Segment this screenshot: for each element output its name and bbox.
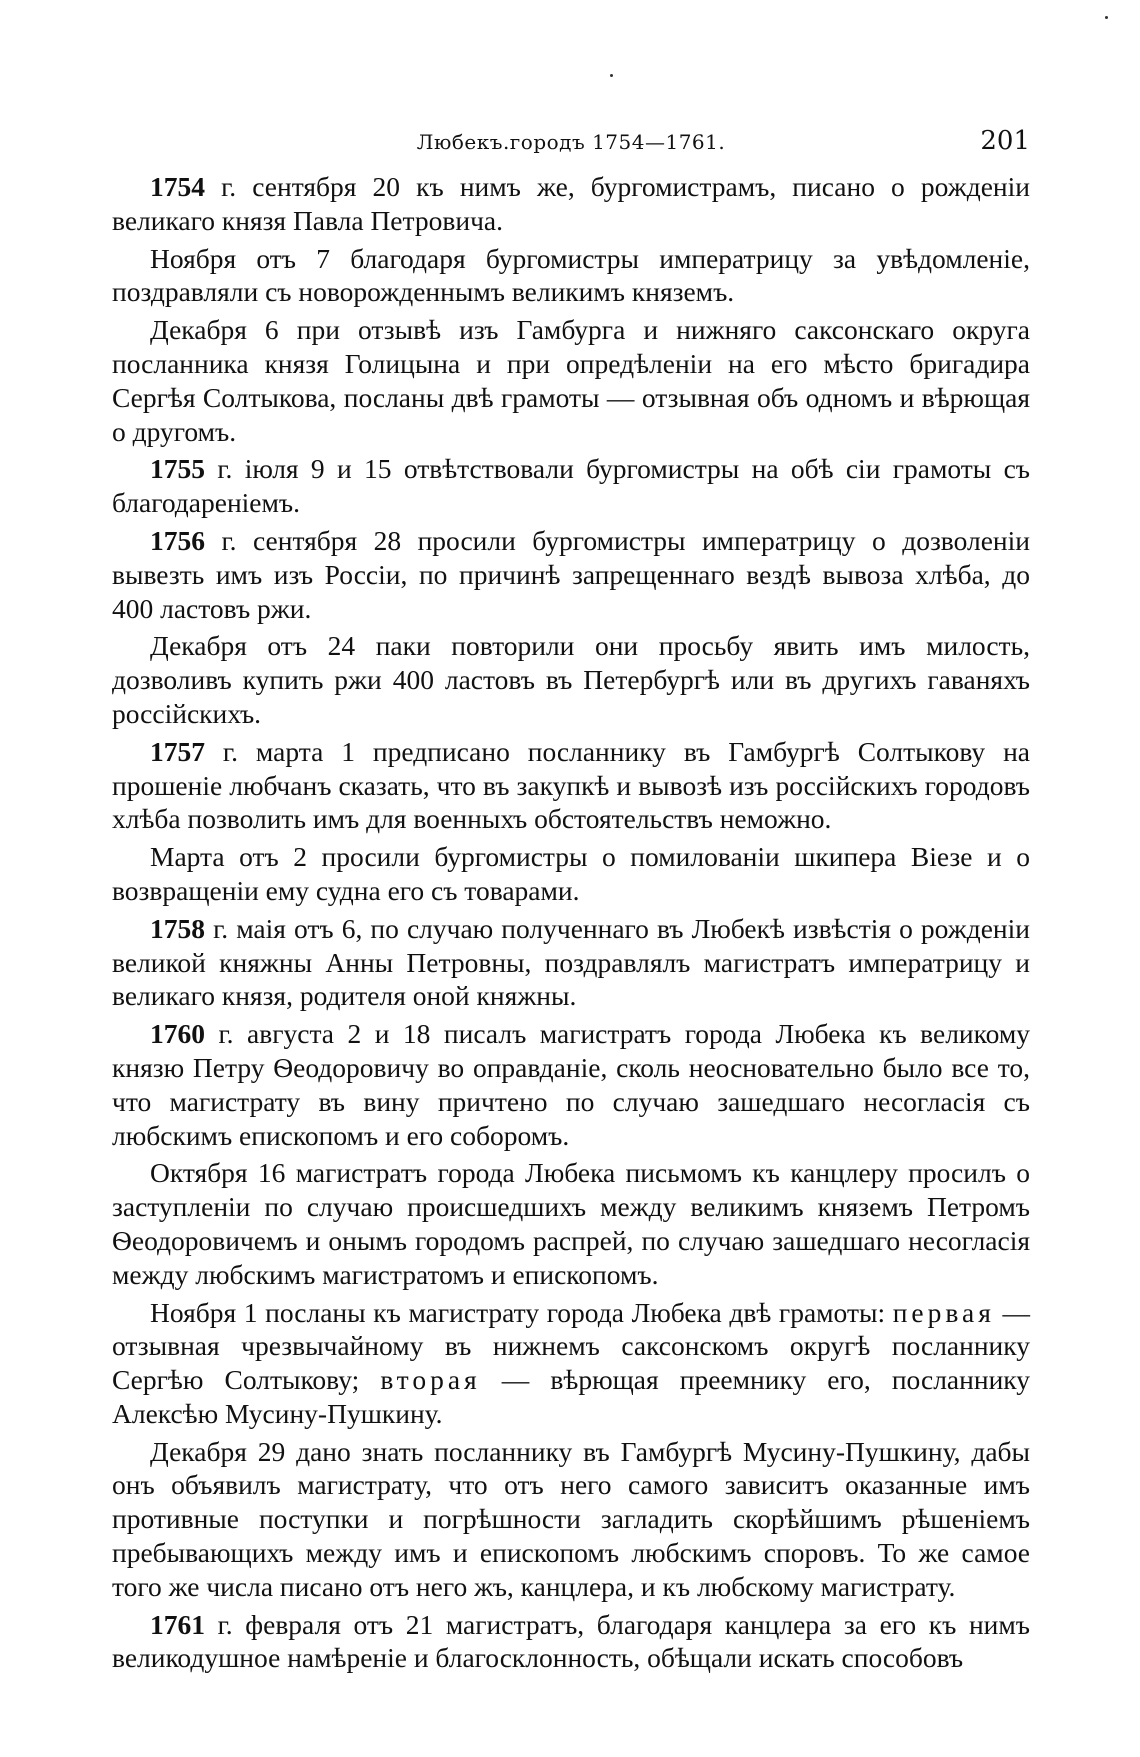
paragraph-text: г. іюля 9 и 15 отвѣтствовали бургомистры на обѣ сіи грамоты съ благодареніемъ. bbox=[112, 453, 1030, 519]
paragraph bbox=[112, 242, 1030, 310]
paragraph bbox=[112, 1608, 1030, 1676]
paragraph bbox=[112, 524, 1030, 625]
paragraph-text: г. сентября 20 къ нимъ же, бургомистрамъ, писано о рожденіи великаго князя Павла Петровича. bbox=[112, 171, 1030, 236]
year-label: 1757 bbox=[150, 735, 205, 767]
year-label: 1756 bbox=[150, 524, 205, 556]
spaced-word: вторая bbox=[380, 1364, 481, 1396]
paragraph-text: Декабря 29 дано знать посланнику въ Гамбургѣ Мусину-Пушкину, дабы онъ объявилъ магистрату, что отъ него самого зависитъ оказанные имъ противные поступки и погрѣшности загладить скорѣйшимъ рѣшеніемъ пребывающихъ между имъ и епископомъ любскимъ споровъ. То же самое того же числа писано отъ него жъ, канцлера, и къ любскому магистрату. bbox=[112, 1435, 1030, 1602]
print-speck bbox=[610, 74, 613, 77]
paragraph-text: Ноября 1 посланы къ магистрату города Любека двѣ грамоты: bbox=[150, 1296, 893, 1328]
paragraph-text: — отзывная чрезвычайному въ нижнемъ саксонскомъ округѣ посланнику Сергѣю Солтыкову; bbox=[112, 1296, 1031, 1396]
paragraph bbox=[112, 1435, 1030, 1604]
page-header bbox=[112, 126, 1030, 164]
paragraph bbox=[112, 629, 1030, 730]
paragraph bbox=[112, 840, 1030, 908]
paragraph bbox=[112, 1296, 1030, 1431]
paragraph-text: Декабря отъ 24 паки повторили они просьбу явить имъ милость, дозволивъ купить ржи 400 ластовъ въ Петербургѣ или въ другихъ гаваняхъ россійскихъ. bbox=[112, 630, 1030, 729]
paragraph-text: Декабря 6 при отзывѣ изъ Гамбурга и нижняго саксонскаго округа посланника князя Голицына и при опредѣленіи на его мѣсто бригадира Сергѣя Солтыкова, посланы двѣ грамоты — отзывная объ одномъ и вѣрющая о другомъ. bbox=[112, 314, 1030, 447]
body-text bbox=[112, 170, 1030, 1679]
paragraph-text: г. маія отъ 6, по случаю полученнаго въ Любекѣ извѣстія о рожденіи великой княжны Анны Петровны, поздравлялъ магистратъ императрицу и великаго князя, родителя оной княжны. bbox=[112, 912, 1030, 1012]
paragraph-text: г. сентября 28 просили бургомистры императрицу о дозволеніи вывезть имъ изъ Россіи, по причинѣ запрещеннаго вездѣ вывоза хлѣба, до 400 ластовъ ржи. bbox=[112, 524, 1030, 624]
paragraph-text: г. марта 1 предписано посланнику въ Гамбургѣ Солтыкову на прошеніе любчанъ сказать, что въ закупкѣ и вывозѣ изъ россійскихъ городовъ хлѣба позволить имъ для военныхъ обстоятельствъ неможно. bbox=[112, 735, 1030, 835]
paragraph bbox=[112, 912, 1030, 1013]
paragraph bbox=[112, 735, 1030, 836]
paragraph bbox=[112, 170, 1030, 238]
paragraph-text: Марта отъ 2 просили бургомистры о помилованіи шкипера Віезе и о возвращеніи ему судна его съ товарами. bbox=[112, 841, 1030, 906]
paragraph bbox=[112, 1017, 1030, 1152]
paragraph-text: Ноября отъ 7 благодаря бургомистры императрицу за увѣдомленіе, поздравляли съ новорожденнымъ великимъ княземъ. bbox=[112, 242, 1030, 308]
year-label: 1755 bbox=[150, 453, 205, 485]
paragraph-text: г. февраля отъ 21 магистратъ, благодаря канцлера за его къ нимъ великодушное намѣреніе и благосклонность, обѣщали искать способовъ bbox=[112, 1608, 1030, 1674]
spaced-word: первая bbox=[892, 1296, 995, 1328]
running-title: Любекъ.городъ 1754—1761. bbox=[416, 130, 726, 154]
year-label: 1758 bbox=[150, 912, 205, 944]
paragraph-text: Октября 16 магистратъ города Любека письмомъ къ канцлеру просилъ о заступленіи по случаю происшедшихъ между великимъ княземъ Петромъ Ѳеодоровичемъ и онымъ городомъ распрей, по случаю зашедшаго несогласія между любскимъ магистратомъ и епископомъ. bbox=[112, 1157, 1030, 1290]
paragraph-text: — вѣрющая преемнику его, посланнику Алексѣю Мусину-Пушкину. bbox=[112, 1364, 1031, 1429]
page-number: 201 bbox=[980, 126, 1030, 156]
year-label: 1754 bbox=[150, 171, 205, 202]
paragraph bbox=[112, 1156, 1030, 1291]
paragraph-text: г. августа 2 и 18 писалъ магистратъ города Любека къ великому князю Петру Ѳеодоровичу во оправданіе, сколь неосновательно было все то, что магистрату въ вину причтено по случаю зашедшаго несогласія съ любскимъ епископомъ и его соборомъ. bbox=[112, 1018, 1030, 1151]
print-speck bbox=[1105, 16, 1108, 19]
year-label: 1760 bbox=[150, 1018, 205, 1050]
year-label: 1761 bbox=[150, 1608, 205, 1640]
paragraph bbox=[112, 313, 1030, 448]
paragraph bbox=[112, 452, 1030, 520]
